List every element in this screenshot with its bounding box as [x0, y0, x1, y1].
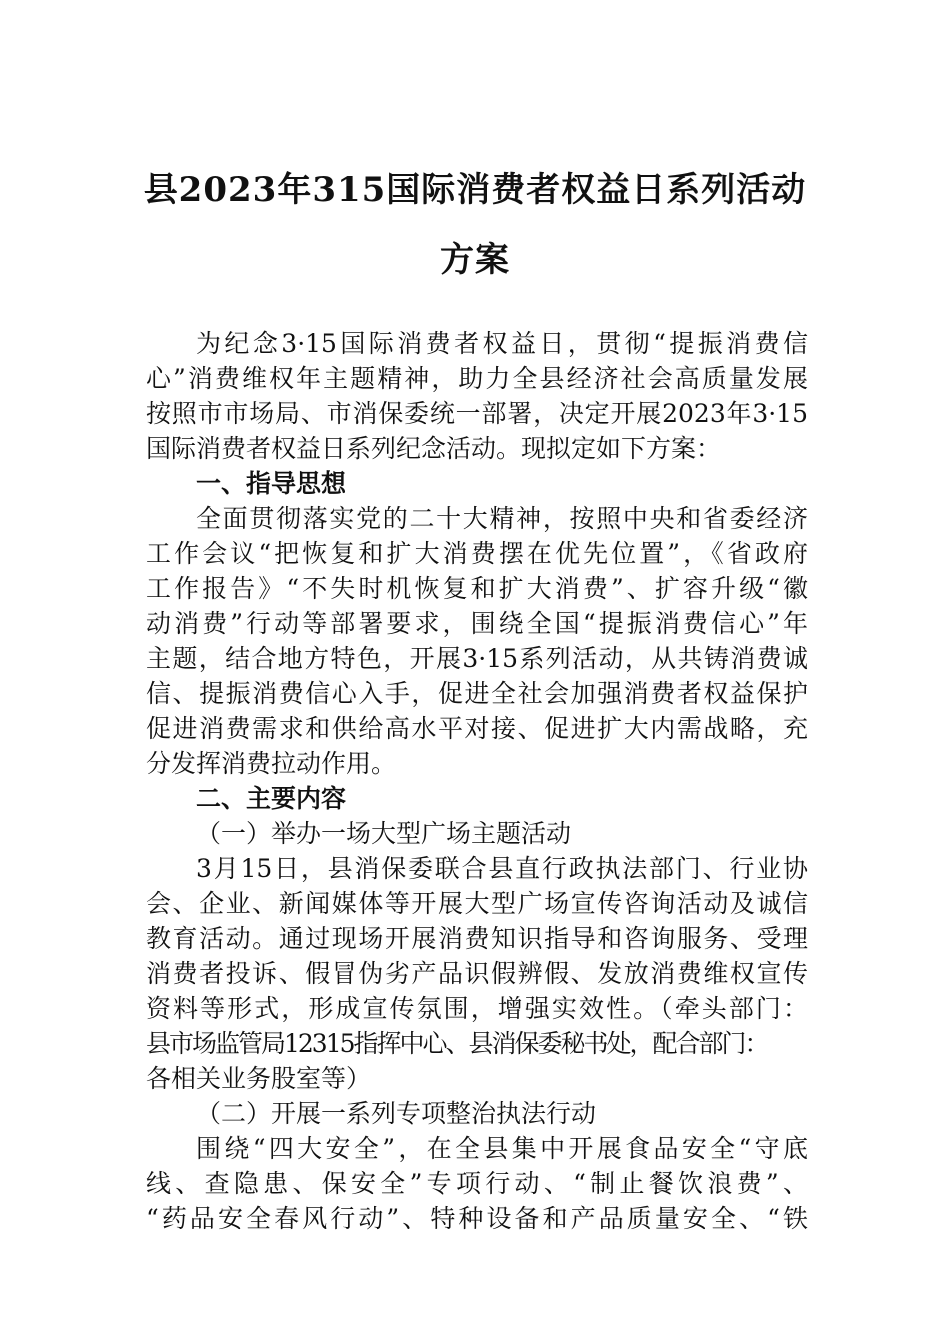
document-title: 县2023年315国际消费者权益日系列活动: [143, 170, 807, 210]
document-title-continued: 方案: [440, 240, 510, 280]
paragraph-line: 主题，结合地方特色，开展3·15系列活动，从共铸消费诚: [146, 644, 808, 673]
paragraph-line: 信、提振消费信心入手，促进全社会加强消费者权益保护: [146, 679, 808, 708]
intro-line: 国际消费者权益日系列纪念活动。现拟定如下方案：: [146, 434, 722, 463]
section-heading-guiding-ideology: 一、指导思想: [196, 469, 347, 498]
paragraph-line: 全面贯彻落实党的二十大精神，按照中央和省委经济: [196, 504, 808, 533]
paragraph-line: 围绕“四大安全”，在全县集中开展食品安全“守底: [196, 1134, 808, 1163]
intro-line: 心”消费维权年主题精神，助力全县经济社会高质量发展: [146, 364, 808, 393]
paragraph-line: 会、企业、新闻媒体等开展大型广场宣传咨询活动及诚信: [146, 889, 808, 918]
intro-line: 为纪念3·15国际消费者权益日，贯彻“提振消费信: [196, 329, 808, 358]
section-heading-main-content: 二、主要内容: [196, 784, 347, 813]
paragraph-line: 工作会议“把恢复和扩大消费摆在优先位置”，《省政府: [146, 539, 808, 568]
paragraph-line: 动消费”行动等部署要求，围绕全国“提振消费信心”年: [146, 609, 808, 638]
paragraph-line: 线、查隐患、保安全”专项行动、“制止餐饮浪费”、: [146, 1169, 808, 1198]
paragraph-line: 促进消费需求和供给高水平对接、促进扩大内需战略，充: [146, 714, 808, 743]
intro-line: 按照市市场局、市消保委统一部署，决定开展2023年3·15: [146, 399, 808, 428]
paragraph-line: 分发挥消费拉动作用。: [146, 749, 397, 778]
subsection-heading-enforcement: （二）开展一系列专项整治执法行动: [196, 1099, 597, 1128]
paragraph-line: 各相关业务股室等）: [146, 1064, 372, 1093]
paragraph-line: 资料等形式，形成宣传氛围，增强实效性。（牵头部门：: [146, 994, 808, 1023]
paragraph-line: “药品安全春风行动”、特种设备和产品质量安全、“铁: [146, 1204, 808, 1233]
paragraph-line: 工作报告》“不失时机恢复和扩大消费”、扩容升级“徽: [146, 574, 808, 603]
paragraph-line: 县市场监管局12315指挥中心、县消保委秘书处，配合部门：: [146, 1029, 768, 1058]
paragraph-line: 教育活动。通过现场开展消费知识指导和咨询服务、受理: [146, 924, 808, 953]
paragraph-line: 消费者投诉、假冒伪劣产品识假辨假、发放消费维权宣传: [146, 959, 808, 988]
paragraph-line: 3月15日，县消保委联合县直行政执法部门、行业协: [196, 854, 808, 883]
subsection-heading-plaza-event: （一）举办一场大型广场主题活动: [196, 819, 572, 848]
